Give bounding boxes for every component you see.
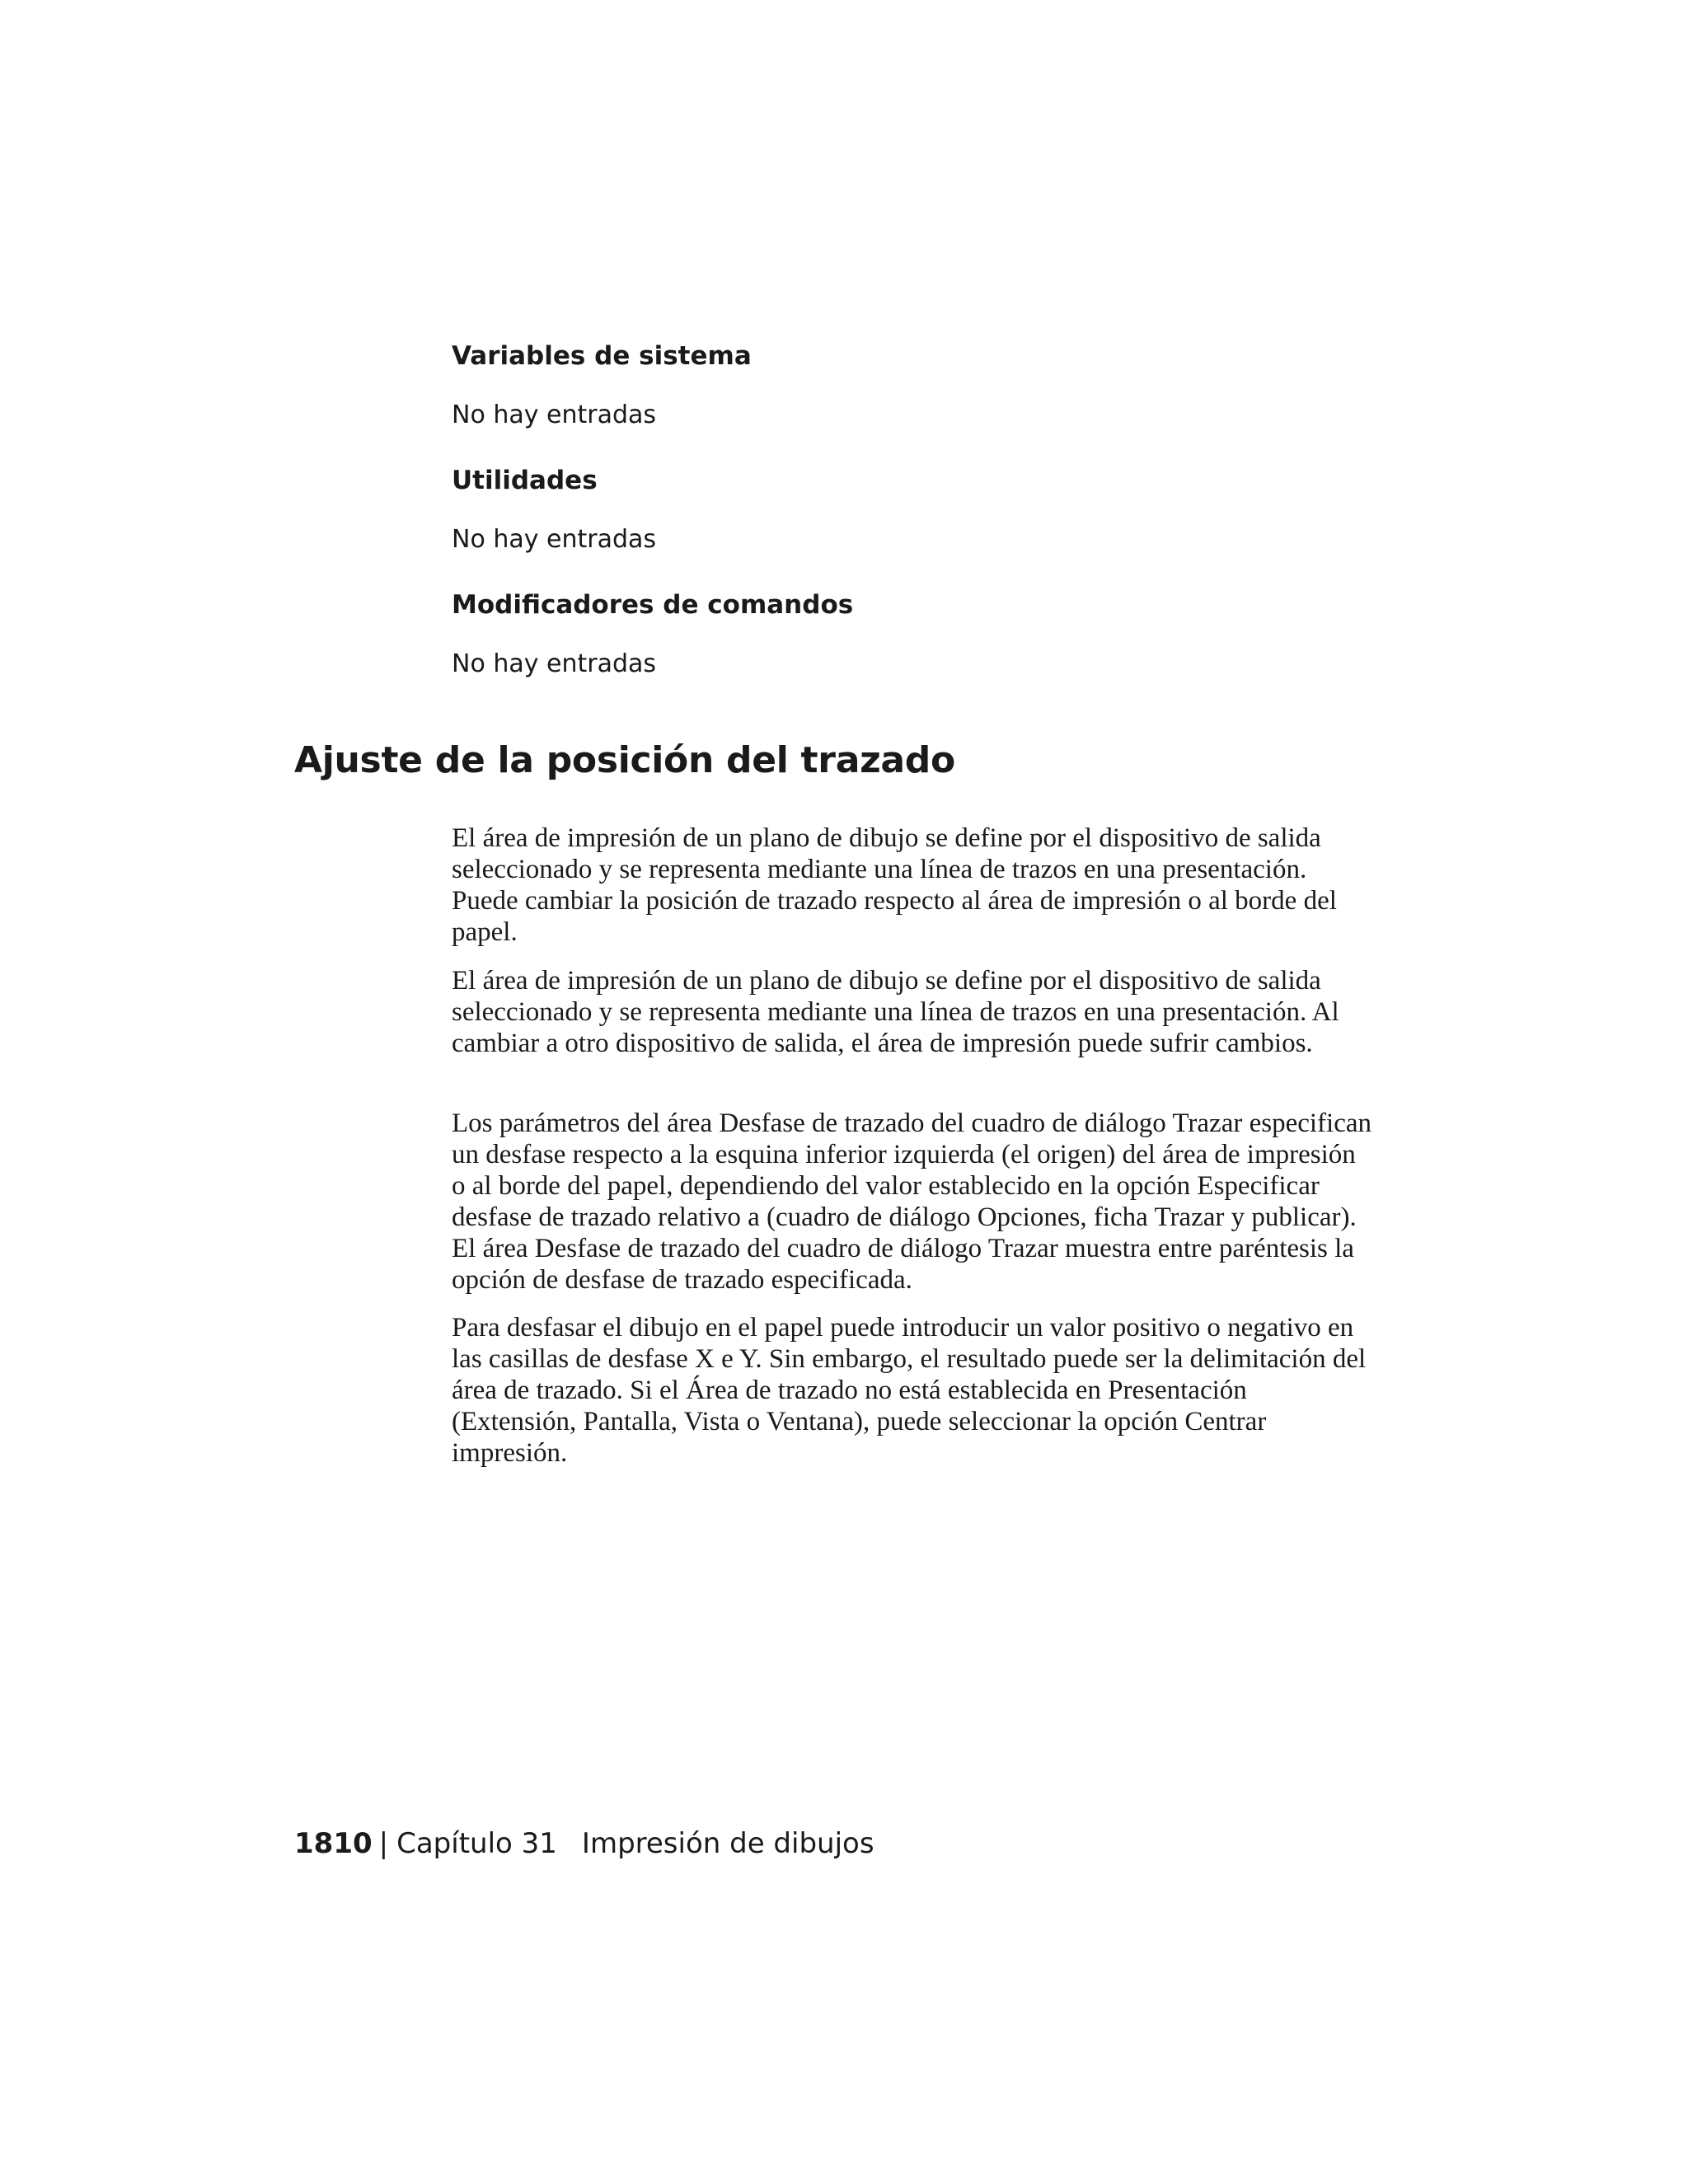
footer-chapter-title: Impresión de dibujos bbox=[581, 1827, 874, 1860]
page-number: 1810 bbox=[294, 1827, 373, 1860]
main-heading: Ajuste de la posición del trazado bbox=[294, 739, 955, 781]
section-entry-modificadores: No hay entradas bbox=[452, 649, 657, 678]
paragraph-4: Para desfasar el dibujo en el papel puede introducir un valor positivo o negativo en las casillas de desfase X e Y. Sin embargo, el resultado puede ser la delimitación del área de trazado. Si el Área de trazado no está establecida en Presentación (Extensión, Pantalla, Vista o Ventana), puede seleccionar la opción Centrar impresión. bbox=[452, 1313, 1367, 1468]
paragraph-1: El área de impresión de un plano de dibujo se define por el dispositivo de salida seleccionado y se representa mediante una línea de trazos en una presentación. Puede cambiar la posición de trazado respecto al área de impresión o al borde del papel. bbox=[452, 823, 1337, 947]
paragraph-3: Los parámetros del área Desfase de trazado del cuadro de diálogo Trazar especifican un desfase respecto a la esquina inferior izquierda (el origen) del área de impresión o al borde del papel, dependiendo del valor establecido en la opción Especificar desfase de trazado relativo a (cuadro de diálogo Opciones, ficha Trazar y publicar). El área Desfase de trazado del cuadro de diálogo Trazar muestra entre paréntesis la opción de desfase de trazado especificada. bbox=[452, 1108, 1372, 1295]
section-entry-variables: No hay entradas bbox=[452, 401, 657, 429]
page-footer bbox=[294, 1825, 874, 1862]
section-heading-modificadores: Modificadores de comandos bbox=[452, 590, 854, 620]
section-heading-utilidades: Utilidades bbox=[452, 466, 598, 495]
paragraph-2: El área de impresión de un plano de dibujo se define por el dispositivo de salida seleccionado y se representa mediante una línea de trazos en una presentación. Al cambiar a otro dispositivo de salida, el área de impresión puede sufrir cambios. bbox=[452, 966, 1339, 1058]
footer-chapter: Capítulo 31 bbox=[396, 1827, 557, 1860]
section-heading-variables: Variables de sistema bbox=[452, 341, 752, 371]
footer-separator: | bbox=[378, 1827, 389, 1860]
section-entry-utilidades: No hay entradas bbox=[452, 525, 657, 554]
